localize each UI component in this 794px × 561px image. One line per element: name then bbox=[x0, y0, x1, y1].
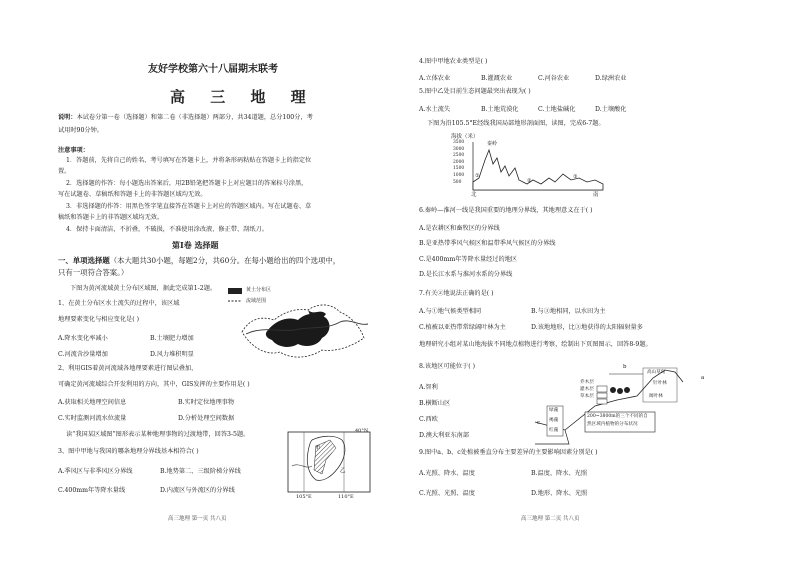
q3-stem: 3、图中甲地与我国的哪条地理分界线基本相符合( ) bbox=[58, 448, 199, 455]
shrub-layer-box bbox=[597, 393, 607, 398]
label-gaoshan: 高山草甸 bbox=[647, 370, 666, 375]
label-lvzao: 绿藻 bbox=[549, 408, 559, 413]
map-lat-label: 40°N bbox=[355, 428, 369, 434]
q2-line2: 可确定黄河流域综合开发利用的方向，其中，GIS发挥的主要作用是( ) bbox=[58, 381, 250, 388]
legend-loess-label: 黄土分布区 bbox=[246, 287, 272, 293]
q2-option-a[interactable]: A.获取相关地理空间信息 bbox=[58, 399, 127, 406]
q4-stem: 4.图中甲地农业类型是( ) bbox=[419, 58, 488, 65]
diagram-c-label: c bbox=[537, 420, 541, 426]
q5-option-a[interactable]: A.水土流失 bbox=[419, 106, 451, 113]
diagram-a-label: a bbox=[701, 375, 705, 381]
q2-option-d[interactable]: D.分析处理空间数据 bbox=[178, 415, 235, 422]
legend-river-label: 流域范围 bbox=[246, 298, 267, 304]
q3-option-c[interactable]: C.400mm年等降水量线 bbox=[58, 487, 126, 494]
section-title: 第Ⅰ卷 选择题 bbox=[172, 240, 219, 250]
q9-option-a[interactable]: A.光照、降水、温度 bbox=[419, 470, 475, 477]
q7-option-c[interactable]: C.植被以亚热带常绿阔叶林为主 bbox=[419, 324, 506, 331]
intro-q1-2: 下图为黄河流域黄土分布区域图，据此完成第1-2题。 bbox=[70, 285, 217, 292]
notice-4: 4．保持卡面清洁，不折叠，不破损，不准使用涂改液、修正带、刮纸刀。 bbox=[66, 226, 268, 233]
q3-option-b[interactable]: B.地势第二、三级阶梯分界线 bbox=[160, 468, 241, 475]
q4-option-d[interactable]: D.绿洲农业 bbox=[595, 75, 627, 82]
profile-north: 北 bbox=[471, 192, 477, 198]
q6-option-c[interactable]: C.是400mm年等降水量经过的地区 bbox=[419, 256, 518, 263]
profile-ticks: 3500 3000 2500 2000 1500 1000 500 bbox=[453, 140, 465, 185]
q5-stem: 5.图中乙处目前生态问题最突出表现为( ) bbox=[419, 88, 531, 95]
notice-2a: 2．选择题的作答：每小题选出答案后，用2B铅笔把答题卡上对应题目的答案标号涂黑， bbox=[66, 180, 308, 187]
q9-option-c[interactable]: C.光照、光照、温度 bbox=[419, 490, 475, 497]
q4-option-a[interactable]: A.立体农业 bbox=[419, 75, 451, 82]
q8-option-c[interactable]: C.西欧 bbox=[419, 416, 438, 423]
label-hezao: 褐藻 bbox=[549, 418, 559, 423]
right-footer: 高三地理 第二页 共八页 bbox=[521, 516, 580, 522]
q2-line1: 2、利用GIS着黄河流域各地理要素进行图层叠加， bbox=[58, 365, 198, 372]
q7-stem: 7.有关②地说法正确的是( ) bbox=[419, 290, 494, 297]
q6-stem: 6.秦岭—淮河一线是我国重要的地理分界线，其地理意义在于( ) bbox=[419, 207, 593, 214]
instructions-line1: 说明：本试卷分第一卷（选择题）和第二卷（非选择题）两部分，共34道题，总分100分，考 bbox=[58, 114, 313, 121]
notice-label: 注意事项： bbox=[58, 147, 89, 154]
q6-option-d[interactable]: D.是长江水系与淮河水系的分界线 bbox=[419, 271, 513, 278]
profile-n2: ② bbox=[527, 178, 532, 184]
left-footer: 高三地理 第一页 共八页 bbox=[168, 516, 227, 522]
diagram-note-1: 200~3800m的三个不同的自 bbox=[587, 414, 648, 419]
q1-option-b[interactable]: B.土壤肥力增加 bbox=[150, 335, 194, 342]
label-qiaomu: 乔木层 bbox=[580, 380, 594, 385]
map-lon2-label: 110°E bbox=[338, 494, 354, 500]
q3-option-d[interactable]: D.内流区与外流区的分界线 bbox=[160, 487, 235, 494]
q5-option-c[interactable]: C.土地盐碱化 bbox=[538, 106, 576, 113]
q2-option-b[interactable]: B.实时定位地理事物 bbox=[178, 399, 235, 406]
q3-option-a[interactable]: A.季风区与非季风区分界线 bbox=[58, 468, 133, 475]
q1-option-d[interactable]: D.风力堆积明显 bbox=[150, 351, 194, 358]
q1-option-c[interactable]: C.河流含沙量增加 bbox=[58, 351, 108, 358]
instructions-line2: 试用时90分钟。 bbox=[58, 127, 103, 134]
q6-option-b[interactable]: B.是亚热带季风气候区和温带季风气候区的分界线 bbox=[419, 240, 556, 247]
q7-option-b[interactable]: B.与③地相同，以水田为主 bbox=[531, 308, 606, 315]
label-hongzao: 红藻 bbox=[549, 428, 559, 433]
diagram-b-label: b bbox=[623, 364, 627, 370]
tree-symbol bbox=[617, 388, 623, 394]
q7-option-d[interactable]: D.该地地形，比③地获得的太阳辐射量多 bbox=[531, 324, 643, 331]
right-page bbox=[397, 0, 794, 561]
q2-option-c[interactable]: C.实时监测河流水位流量 bbox=[58, 415, 127, 422]
tree-symbol bbox=[624, 387, 630, 393]
profile-south: 南 bbox=[593, 192, 599, 198]
grass-layer-box bbox=[597, 399, 607, 404]
q8-option-d[interactable]: D.澳大利亚东南部 bbox=[419, 432, 470, 439]
q8-option-a[interactable]: A.智利 bbox=[419, 384, 438, 391]
legend-loess-swatch bbox=[228, 288, 242, 294]
label-kuoye: 阔叶林 bbox=[649, 394, 663, 399]
intro-q3-5: 读“我国某区域图”图形表示某种地理事物的过渡地带，回答3-5题。 bbox=[66, 431, 250, 438]
vegetation-diagram bbox=[525, 360, 705, 452]
intro-q6-7: 下图为沿105.5°E经线我国局部地形剖面图，读图，完成6-7题。 bbox=[427, 120, 605, 127]
notice-1a: 1．答题前，先将自己的姓名、考号填写在答题卡上，并将条形码粘贴在答题卡上的指定位 bbox=[66, 157, 312, 164]
map-lon1-label: 105°E bbox=[296, 494, 312, 500]
river-line bbox=[292, 465, 312, 467]
profile-qinling-label: 秦岭 bbox=[487, 141, 498, 147]
q4-option-c[interactable]: C.河谷农业 bbox=[538, 75, 570, 82]
intro-q8-9: 地理研究小组对某山地海拔不同地点植物进行考察，绘制出下页图图示，回答8-9题。 bbox=[419, 341, 652, 348]
q1-line1: 1、在黄土分布区水土流失的过程中，该区域 bbox=[58, 300, 180, 307]
map-yi-label: 乙 bbox=[340, 468, 346, 474]
notice-1b: 置。 bbox=[58, 168, 71, 175]
q5-option-d[interactable]: D.土壤酸化 bbox=[595, 106, 627, 113]
q8-stem: 8.该地区可能位于( ) bbox=[419, 363, 476, 370]
map-jia-label: 甲 bbox=[315, 446, 321, 452]
q7-option-a[interactable]: A.与①地气候类型相同 bbox=[419, 308, 482, 315]
label-caoben: 草本层 bbox=[580, 394, 594, 399]
notice-2b: 写在试题卷、草稿纸和答题卡上的非答题区域均无效。 bbox=[58, 191, 207, 198]
q4-option-b[interactable]: B.灌溉农业 bbox=[481, 75, 513, 82]
subject-title: 高 三 地 理 bbox=[170, 88, 316, 106]
profile-n1: ① bbox=[475, 173, 480, 179]
notice-3b: 稿纸和答题卡上的非答题区域均无效。 bbox=[58, 214, 164, 221]
terrain-profile bbox=[463, 138, 613, 202]
q9-option-d[interactable]: D.地形、降水、光照 bbox=[531, 490, 588, 497]
tree-layer-box bbox=[597, 386, 607, 392]
q6-option-a[interactable]: A.是农耕区和畜牧区的分界线 bbox=[419, 225, 500, 232]
school-title: 友好学校第六十八届期末联考 bbox=[148, 64, 278, 75]
q9-option-b[interactable]: B.温度、降水、光照 bbox=[531, 470, 588, 477]
label-guanmu: 灌木层 bbox=[580, 387, 594, 392]
label-zhenye: 针叶林 bbox=[653, 381, 667, 386]
terrain-line bbox=[473, 150, 603, 190]
q9-stem: 9.图中a、b、c处植被垂直分布主要差异的主要影响因素分别是( ) bbox=[419, 449, 598, 456]
transition-zone-map bbox=[282, 426, 374, 504]
q1-line2: 地理要素变化与相应变化是( ) bbox=[58, 316, 140, 323]
section-heading-line2: 只有一项符合答案。） bbox=[58, 268, 129, 277]
notice-3a: 3．非选择题的作答：用黑色签字笔直接答在答题卡上对应的答题区域内。写在试题卷、草 bbox=[66, 203, 312, 210]
diagram-note-2: 然区域内植物的分布状况 bbox=[587, 422, 638, 427]
profile-n3: ③ bbox=[573, 174, 578, 180]
tree-symbol bbox=[610, 387, 616, 393]
profile-ylabel: 海拔（米） bbox=[451, 134, 479, 140]
q8-option-b[interactable]: B.横断山区 bbox=[419, 400, 451, 407]
q1-option-a[interactable]: A.降水变化率减小 bbox=[58, 335, 108, 342]
section-heading: 一、单项选择题（本大题共30小题，每题2分，共60分。在每小题给出的四个选项中， bbox=[58, 256, 341, 265]
q5-option-b[interactable]: B.土地荒漠化 bbox=[481, 106, 519, 113]
